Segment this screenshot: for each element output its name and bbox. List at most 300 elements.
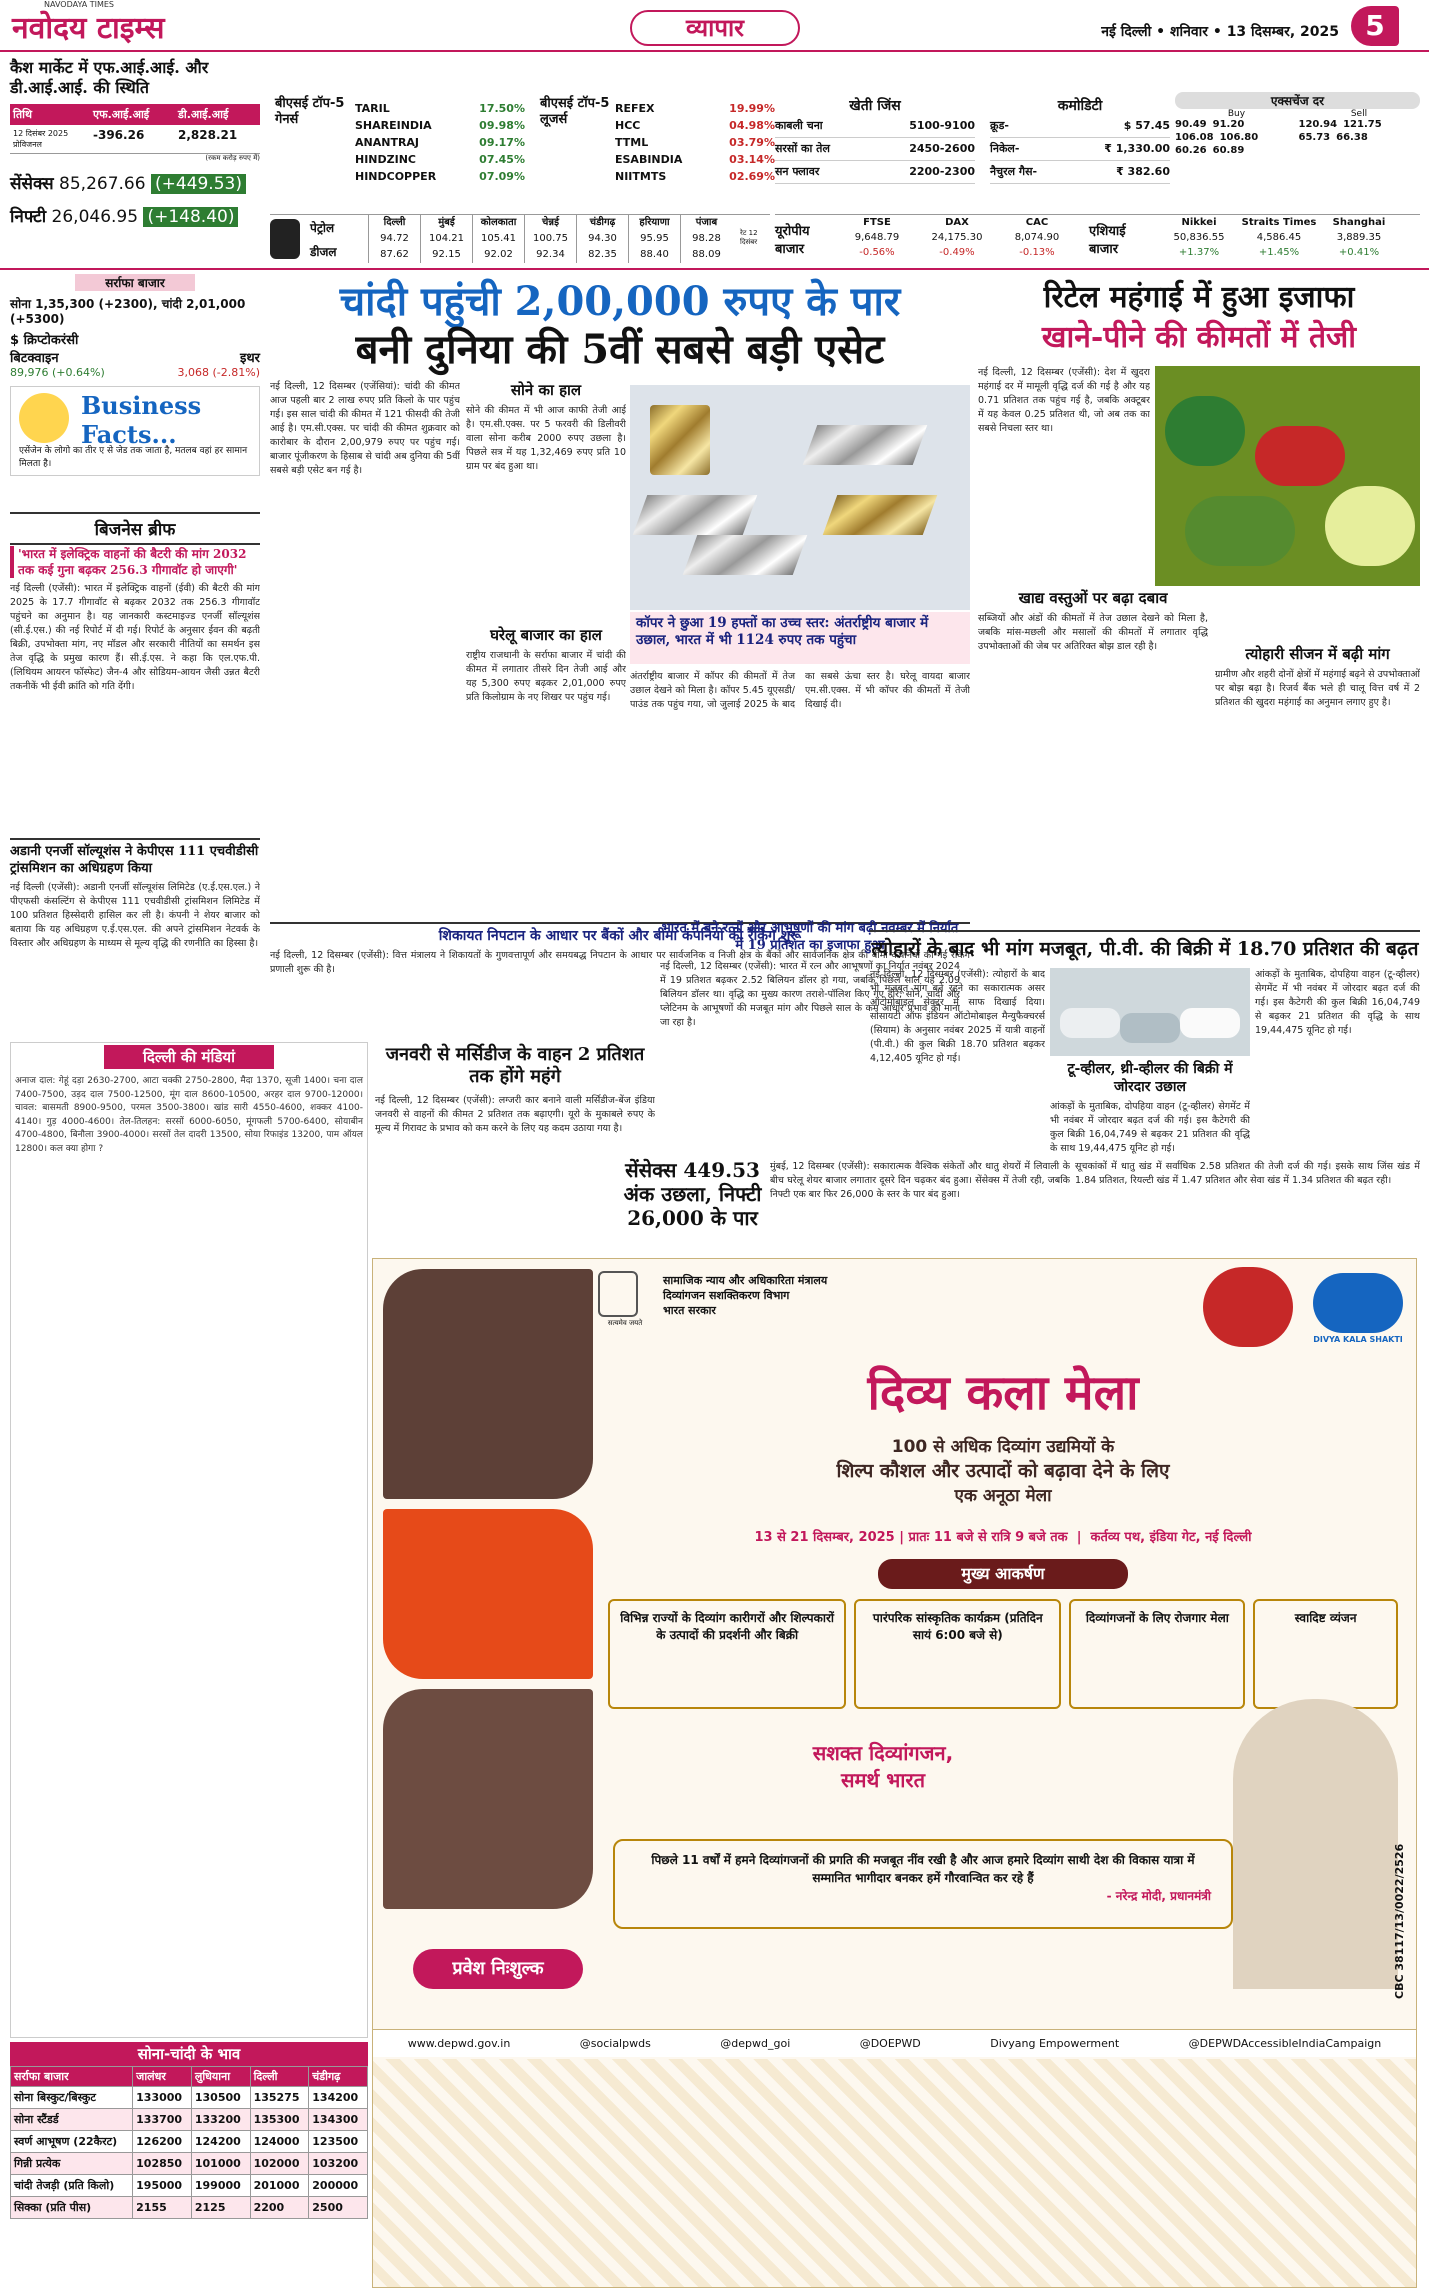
divider: [0, 268, 1429, 270]
fest-text: ग्रामीण और शहरी दोनों क्षेत्रों में महंगाई बढ़ने से उपभोक्ताओं पर बोझ बढ़ा है। रिजर्व बैंक भले ही चालू वित्त वर्ष में 2 प्रतिशत की खुदरा महंगाई का अनुमान लगाए हुए है।: [1215, 669, 1420, 708]
fii-date: [10, 125, 90, 153]
adani-headline: अडानी एनर्जी सॉल्यूशंस ने केपीएस 111 एचवीडीसी ट्रांसमिशन का अधिग्रहण किया: [10, 838, 260, 877]
two-text: आंकड़ों के मुताबिक, दोपहिया वाहन (टू-व्हीलर) सेगमेंट में भी नवंबर में जोरदार बढ़त दर्ज की गई। इस कैटेगरी की कुल बिक्री 16,04,749 से बढ़कर 21 प्रतिशत की वृद्धि के साथ 19,44,475 यूनिट हो गई।: [1050, 1101, 1250, 1154]
gainers-name: SHAREINDIA: [355, 119, 432, 132]
eth-value: 3,068 (-2.81%): [177, 366, 260, 379]
two-headline: टू-व्हीलर, थ्री-व्हीलर की बिक्री में जोरदार उछाल: [1067, 1061, 1233, 1095]
vegetables-image: [1155, 366, 1420, 586]
forex-row: [1175, 132, 1297, 143]
bullion-cell: 102000: [250, 2153, 309, 2175]
asia-value: 3,889.35: [1336, 232, 1382, 243]
fuel-petrol-price: 104.21: [429, 233, 464, 244]
ad-date-venue: 13 से 21 दिसम्बर, 2025 | प्रातः 11 बजे से रात्रि 9 बजे तक | कर्तव्य पथ, इंडिया गेट, नई दिल्ली: [754, 1530, 1252, 1545]
page-number: 5: [1351, 6, 1399, 46]
eu-value: 9,648.79: [854, 232, 900, 243]
sensex-text: मुंबई, 12 दिसम्बर (एजेंसी): सकारात्मक वैश्विक संकेतों और धातु शेयरों में लिवाली के बीच घरेलू शेयर बाजार लगातार दूसरे दिन चढ़कर बंद हुआ। सेंसेक्स में तेजी रही, जबकि निफ्टी एक बार फिर 26,000 के स्तर के पार बंद हुआ।: [770, 1161, 1070, 1200]
fuel-petrol-price: 94.72: [380, 233, 409, 244]
forex-sell-value: 106.80: [1219, 132, 1259, 143]
car: [1180, 1008, 1240, 1038]
sensex-change: (+449.53): [151, 174, 246, 194]
kheti-value: 2200-2300: [909, 165, 975, 178]
diesel-label: डीजल: [310, 245, 337, 259]
eu-value: 24,175.30: [931, 232, 983, 243]
market-text: सूचकांकों में धातु खंड में सर्वाधिक 2.58 प्रतिशत की तेजी दर्ज की गई। इसके साथ जिंस खंड में 1.84 प्रतिशत, रियल्टी खंड में 1.47 प्रतिशत और सेवा खंड में 1.34 प्रतिशत की बढ़त रही।: [1075, 1161, 1420, 1186]
sensex-value: 85,267.66: [59, 174, 146, 194]
auto-headline: त्योहारों के बाद भी मांग मजबूत, पी.वी. की बिक्री में 18.70 प्रतिशत की बढ़त: [871, 938, 1419, 960]
facts-box: [10, 386, 260, 476]
losers-row: [615, 117, 775, 134]
merc-story: [375, 1044, 655, 1269]
ad-ministry-2: दिव्यांगजन सशक्तिकरण विभाग: [663, 1289, 790, 1302]
dom-headline: घरेलू बाजार का हाल: [490, 626, 602, 644]
cbc-code: CBC 38117/13/0022/2526: [1393, 1843, 1406, 1999]
bullion-cell: 195000: [133, 2175, 192, 2197]
bullion-cell: 133700: [133, 2109, 192, 2131]
ad-ministry-3: भारत सरकार: [663, 1304, 716, 1317]
gainers-name: ANANTRAJ: [355, 136, 420, 149]
brand-text: DIVYA KALA SHAKTI: [1313, 1335, 1403, 1344]
world-markets: [775, 214, 1420, 266]
ad-slogan-2: समर्थ भारत: [840, 1768, 926, 1792]
kheti-row: [775, 115, 975, 138]
silver-bars-image: [630, 385, 970, 610]
gold-headline: सोने का हाल: [510, 381, 582, 399]
forex-sell-value: 91.20: [1212, 119, 1245, 130]
gainers-name: TARIL: [355, 102, 390, 115]
eu-item: [837, 215, 917, 266]
attraction-1: विभिन्न राज्यों के दिव्यांग कारीगरों और शिल्पकारों के उत्पादों की प्रदर्शनी और बिक्री: [608, 1599, 846, 1709]
facts-title: Business Facts...: [81, 391, 202, 449]
bullion-cell: 102850: [133, 2153, 192, 2175]
asia-change: +0.41%: [1338, 247, 1380, 258]
gold-bar: [650, 405, 710, 475]
fuel-petrol-price: 105.41: [481, 233, 516, 244]
ad-sub: [603, 1434, 1403, 1506]
brief-title: बिजनेस ब्रीफ: [10, 512, 260, 545]
auto-story-2: [1255, 968, 1420, 1156]
fuel-city-col: [628, 215, 680, 263]
masthead: [0, 0, 1429, 52]
silver-headline-1: चांदी पहुंची 2,00,000 रुपए के पार: [339, 278, 901, 325]
forex-buy-value: 120.94: [1298, 119, 1338, 130]
forex-title: एक्सचेंज दर: [1175, 92, 1420, 109]
silver-headline-2: बनी दुनिया की 5वीं सबसे बड़ी एसेट: [355, 326, 885, 373]
artisan-photo: [383, 1509, 593, 1679]
nifty-value: 26,046.95: [51, 207, 139, 227]
fuel-petrol-price: 94.30: [588, 233, 617, 244]
losers-name: TTML: [615, 136, 649, 149]
asia-item: [1239, 215, 1319, 266]
commodity-value: ₹ 382.60: [1116, 165, 1170, 178]
bullion-cell: 135275: [250, 2087, 309, 2109]
silver-bar: [803, 425, 928, 465]
merc-text: नई दिल्ली, 12 दिसम्बर (एजेंसी): लग्जरी कार बनाने वाली मर्सिडीज-बेंज इंडिया जनवरी से वाहनों की कीमत 2 प्रतिशत तक बढ़ाएगी। यूरो के मुकाबले रुपए के मूल्य में गिरावट के प्रभाव को कम करने के लिए यह कदम उठाया गया है।: [375, 1095, 655, 1134]
fuel-diesel-price: 92.15: [432, 249, 461, 260]
gold-bar: [823, 495, 938, 535]
gainers-row: [355, 117, 525, 134]
food-text: सब्जियों और अंडों की कीमतों में तेज उछाल देखने को मिला है, जबकि मांस-मछली और मसालों की कीमतों में लगातार वृद्धि उपभोक्ताओं की जेब पर अतिरिक्त बोझ डाल रही है।: [978, 613, 1208, 652]
brand-small: NAVODAYA TIMES: [44, 0, 115, 9]
mela-logo-icon: [1203, 1267, 1293, 1347]
bullion-cell: गिन्नी प्रत्येक: [11, 2153, 133, 2175]
asia-item: [1159, 215, 1239, 266]
asia-value: 50,836.55: [1173, 232, 1225, 243]
bullion-col-header: जालंधर: [133, 2067, 192, 2087]
footer-handle[interactable]: @DEPWDAccessibleIndiaCampaign: [1188, 2037, 1382, 2050]
brand-logo: नवोदय टाइम्स: [12, 11, 165, 46]
silver-bar: [683, 535, 808, 575]
sensex-story: [770, 1160, 1070, 1252]
fii-unit: (रकम करोड़ रुपए में): [205, 154, 260, 162]
bullion-cell: 200000: [309, 2175, 368, 2197]
ad-sub-2: शिल्प कौशल और उत्पादों को बढ़ावा देने के लिए: [836, 1460, 1170, 1482]
bullion-row: [11, 2197, 368, 2219]
fuel-diesel-price: 88.09: [692, 249, 721, 260]
bullion-cell: सोना बिस्कुट/बिस्कुट: [11, 2087, 133, 2109]
gainers-name: HINDZINC: [355, 153, 416, 166]
fii-note: प्रोविजनल: [13, 140, 42, 149]
eu-change: -0.13%: [1019, 247, 1055, 258]
eth-label: इथर: [239, 351, 260, 366]
attraction-3: दिव्यांगजनों के लिए रोजगार मेला: [1069, 1599, 1245, 1709]
losers-value: 04.98%: [729, 119, 775, 132]
btc-value: 89,976 (+0.64%): [10, 366, 105, 379]
gainers-row: [355, 100, 525, 117]
commodity-box: [990, 96, 1170, 184]
fuel-diesel-price: 82.35: [588, 249, 617, 260]
footer-handle[interactable]: @depwd_goi: [720, 2037, 791, 2050]
commodity-value: $ 57.45: [1123, 119, 1170, 132]
artisan-photo: [383, 1269, 593, 1499]
gem-text: नई दिल्ली, 12 दिसम्बर (एजेंसी): भारत में रत्न और आभूषणों का निर्यात नवंबर 2024 में 19 प्रतिशत बढ़कर 2.52 बिलियन डॉलर हो गया, जबकि पिछले साल यह 2.09 बिलियन डॉलर था। वृद्धि का मुख्य कारण तराशे-पॉलिश किए गए हीरे, सोने, चांदी और प्लेटिनम के आभूषणों की मजबूत मांग और पिछले साल के कम आधार प्रभाव को माना जा रहा है।: [660, 961, 960, 1028]
two-text-2: आंकड़ों के मुताबिक, दोपहिया वाहन (टू-व्हीलर) सेगमेंट में भी नवंबर में जोरदार बढ़त दर्ज की गई। इस कैटेगरी की कुल बिक्री 16,04,749 से बढ़कर 21 प्रतिशत की वृद्धि के साथ 19,44,475 यूनिट हो गई।: [1255, 969, 1420, 1036]
eu-item: [917, 215, 997, 266]
kheti-title: खेती जिंस: [849, 98, 901, 114]
bullion-cell: 124000: [250, 2131, 309, 2153]
bullion-cell: स्वर्ण आभूषण (22कैरट): [11, 2131, 133, 2153]
footer-website[interactable]: www.depwd.gov.in: [407, 2037, 511, 2050]
artisan-photo: [383, 1689, 593, 1909]
copper-text: [630, 670, 970, 920]
section-title: व्यापार: [630, 10, 800, 46]
claims-headline: शिकायत निपटान के आधार पर बैंकों और बीमा कंपनियों की रैंकिंग शुरू: [438, 928, 802, 944]
bullion-cell: 135300: [250, 2109, 309, 2131]
footer-handle[interactable]: Divyang Empowerment: [990, 2037, 1120, 2050]
losers-value: 03.79%: [729, 136, 775, 149]
claims-text: नई दिल्ली, 12 दिसम्बर (एजेंसी): वित्त मंत्रालय ने शिकायतों के गुणवत्तापूर्ण और समयबद्ध निपटान के आधार पर सार्वजनिक व निजी क्षेत्र के बैंकों और सार्वजनिक क्षेत्र की बीमा कंपनियों की नई रैंकिंग प्रणाली शुरू की है।: [270, 950, 970, 975]
bullion-table: [10, 2066, 368, 2219]
retail-headline-1: रिटेल महंगाई में हुआ इजाफा: [1043, 280, 1355, 315]
divya-kala-mela-ad: [372, 1258, 1417, 2288]
gainers-name: HINDCOPPER: [355, 170, 437, 183]
bullion-cell: 199000: [191, 2175, 250, 2197]
kheti-value: 5100-9100: [909, 119, 975, 132]
losers-row: [615, 151, 775, 168]
ad-slogan: [603, 1739, 1163, 1793]
fuel-petrol-price: 98.28: [692, 233, 721, 244]
fuel-city-col: [680, 215, 732, 263]
asia-item: [1319, 215, 1399, 266]
quote-by: - नरेन्द्र मोदी, प्रधानमंत्री: [1106, 1889, 1211, 1903]
btc-label: बिटक्वाइन: [10, 351, 59, 366]
commodity-value: ₹ 1,330.00: [1104, 142, 1170, 155]
kheti-box: [775, 96, 975, 184]
commodity-title: कमोडिटी: [1057, 98, 1103, 114]
adani-story: [10, 838, 260, 1031]
bullion-col-header: दिल्ली: [250, 2067, 309, 2087]
gainers-value: 07.09%: [479, 170, 525, 183]
losers-name: REFEX: [615, 102, 655, 115]
mandi-box: [10, 1042, 368, 2038]
market-story: [1075, 1160, 1420, 1252]
fii-dii-box: [10, 58, 260, 248]
footer-handle[interactable]: @socialpwds: [579, 2037, 651, 2050]
commodity-row: [990, 161, 1170, 184]
cars-image: [1050, 968, 1250, 1056]
eu-value: 8,074.90: [1014, 232, 1060, 243]
dom-text: राष्ट्रीय राजधानी के सर्राफा बाजार में चांदी की कीमत में लगातार तीसरे दिन तेजी आई और यह 5,300 रुपए बढ़कर 2,01,000 रुपए प्रति किलोग्राम के नए शिखर पर पहुंच गई।: [466, 650, 626, 703]
food-headline: खाद्य वस्तुओं पर बढ़ा दबाव: [1018, 589, 1168, 607]
forex-buy: Buy: [1227, 109, 1246, 119]
gold-text: सोने की कीमत में भी आज काफी तेजी आई है। एम.सी.एक्स. पर 5 फरवरी की डिलीवरी वाला सोना करीब 2000 रुपए उछला है। पिछले सत्र में यह 1,32,469 रुपए प्रति 10 ग्राम पर बंद हुआ था।: [466, 405, 626, 472]
losers-value: 02.69%: [729, 170, 775, 183]
bullion-cell: 2200: [250, 2197, 309, 2219]
auto-story: [870, 968, 1045, 1156]
bulb-icon: [19, 393, 69, 443]
losers-name: HCC: [615, 119, 641, 132]
fuel-petrol-price: 95.95: [640, 233, 669, 244]
bullion-col-header: चंडीगढ़: [309, 2067, 368, 2087]
fuel-diesel-price: 87.62: [380, 249, 409, 260]
ev-story: [10, 546, 260, 822]
ad-date: 13 से 21 दिसम्बर, 2025 | प्रातः 11 बजे से रात्रि 9 बजे तक: [754, 1530, 1068, 1545]
bullion-cell: 133000: [133, 2087, 192, 2109]
attraction-4: स्वादिष्ट व्यंजन: [1253, 1599, 1398, 1709]
bullion-cell: 2500: [309, 2197, 368, 2219]
forex-sell-value: 66.38: [1336, 132, 1368, 143]
eu-name: FTSE: [863, 217, 891, 228]
retail-text: नई दिल्ली, 12 दिसम्बर (एजेंसी): देश में खुदरा महंगाई दर में मामूली वृद्धि दर्ज की गई है और यह 0.71 प्रतिशत तक पहुंच गई है, जबकि अक्टूबर में यह केवल 0.25 प्रतिशत थी, जो अब तक का सबसे निचला स्तर था।: [978, 367, 1150, 434]
sensex-line: [10, 171, 260, 194]
bullion-cell: 2125: [191, 2197, 250, 2219]
bullion-cell: चांदी तेजड़ी (प्रति किलो): [11, 2175, 133, 2197]
losers-value: 03.14%: [729, 153, 775, 166]
fii-value: -396.26: [93, 128, 145, 142]
bullion-row: [11, 2109, 368, 2131]
attractions-row: [608, 1599, 1398, 1709]
fii-h-date: तिथि: [13, 108, 32, 121]
attraction-2: पारंपरिक सांस्कृतिक कार्यक्रम (प्रतिदिन सायं 6:00 बजे से): [854, 1599, 1061, 1709]
forex-row: [1175, 145, 1297, 156]
gainers-value: 17.50%: [479, 102, 525, 115]
forex-buy-value: 90.49: [1175, 119, 1207, 130]
eu-change: -0.49%: [939, 247, 975, 258]
asia-name: Straits Times: [1241, 217, 1317, 228]
fuel-city-col: [576, 215, 628, 263]
emblem-icon: [598, 1271, 638, 1317]
kheti-name: सन फ्लावर: [775, 165, 820, 178]
ad-slogan-1: सशक्त दिव्यांगजन,: [812, 1741, 954, 1765]
divya-kala-shakti-logo: [1313, 1273, 1403, 1333]
gainers-value: 07.45%: [479, 153, 525, 166]
commodity-name: नैचुरल गैस-: [990, 165, 1038, 178]
asia-name: Shanghai: [1332, 217, 1386, 228]
fuel-pump-icon: [270, 219, 300, 259]
gainers-label: बीएसई टॉप-5 गेनर्स: [275, 96, 345, 127]
bullion-header-row: [11, 2067, 368, 2087]
gainers-list: [355, 100, 525, 185]
dii-value: 2,828.21: [178, 128, 238, 142]
nifty-label: निफ्टी: [10, 207, 47, 227]
sarafa-title: सर्राफा बाजार: [75, 274, 195, 291]
losers-name: NIITMTS: [615, 170, 667, 183]
kheti-row: [775, 161, 975, 184]
ad-sub-1: 100 से अधिक दिव्यांग उद्यमियों के: [891, 1437, 1115, 1457]
forex-row: [1299, 132, 1421, 143]
entry-free: प्रवेश निःशुल्क: [413, 1949, 583, 1989]
bullion-cell: 134300: [309, 2109, 368, 2131]
losers-name: ESABINDIA: [615, 153, 683, 166]
gainers-row: [355, 151, 525, 168]
bullion-cell: 123500: [309, 2131, 368, 2153]
asia-change: +1.37%: [1178, 247, 1220, 258]
fuel-diesel-price: 92.02: [484, 249, 513, 260]
bullion-cell: 103200: [309, 2153, 368, 2175]
eu-name: DAX: [945, 217, 969, 228]
forex-buy-value: 106.08: [1175, 132, 1214, 143]
mandi-title: दिल्ली की मंडियां: [104, 1045, 274, 1069]
bullion-row: [11, 2131, 368, 2153]
gainers-value: 09.17%: [479, 136, 525, 149]
fuel-petrol-price: 100.75: [533, 233, 568, 244]
bullion-col-header: सर्राफा बाजार: [11, 2067, 133, 2087]
bullion-cell: 124200: [191, 2131, 250, 2153]
silver-story: [270, 380, 460, 920]
sarafa-box: [10, 274, 260, 379]
vegetable: [1185, 496, 1295, 566]
vegetable: [1165, 396, 1245, 466]
commodity-name: निकेल-: [990, 142, 1020, 155]
forex-sell-value: 60.89: [1212, 145, 1245, 156]
bullion-cell: 133200: [191, 2109, 250, 2131]
emblem-text: सत्यमेव जयते: [607, 1319, 643, 1327]
fuel-city-col: [420, 215, 472, 263]
bullion-col-header: लुधियाना: [191, 2067, 250, 2087]
forex-box: [1175, 92, 1420, 156]
sensex-story-headline: [620, 1158, 765, 1230]
retail-story: [978, 366, 1150, 586]
gainers-value: 09.98%: [479, 119, 525, 132]
ad-venue: कर्तव्य पथ, इंडिया गेट, नई दिल्ली: [1090, 1530, 1252, 1545]
asia-name: Nikkei: [1181, 217, 1217, 228]
pm-quote: [613, 1839, 1233, 1929]
losers-row: [615, 134, 775, 151]
footer-handle[interactable]: @DOEPWD: [859, 2037, 921, 2050]
pm-photo: [1233, 1699, 1398, 1989]
bullion-cell: 130500: [191, 2087, 250, 2109]
bullion-cell: 126200: [133, 2131, 192, 2153]
asia-label: एशियाई बाजार: [1089, 224, 1126, 257]
losers-row: [615, 100, 775, 117]
ad-pattern: [373, 2059, 1416, 2287]
fest-headline: त्योहारी सीजन में बढ़ी मांग: [1245, 645, 1390, 663]
bullion-row: [11, 2087, 368, 2109]
fuel-city-col: [524, 215, 576, 263]
silver-bar: [633, 495, 758, 535]
forex-sell: Sell: [1350, 109, 1368, 119]
fuel-city: कोलकाता: [480, 217, 517, 228]
copper-body: अंतर्राष्ट्रीय बाजार में कॉपर की कीमतों में तेज उछाल देखने को मिला है। कॉपर 5.45 यूएसडी/पाउंड तक पहुंच गया, जो जुलाई 2025 के बाद का सबसे ऊंचा स्तर है। घरेलू वायदा बाजार एम.सी.एक्स. में भी कॉपर की कीमतों में तेजी दिखाई दी।: [630, 671, 970, 710]
fuel-box: [270, 214, 770, 266]
bullion-cell: सिक्का (प्रति पीस): [11, 2197, 133, 2219]
fuel-city: चेन्नई: [542, 217, 559, 228]
fuel-city-col: [368, 215, 420, 263]
mandi-text: [11, 1071, 367, 2031]
car: [1060, 1008, 1120, 1038]
bullion-cell: 101000: [191, 2153, 250, 2175]
kheti-name: सरसों का तेल: [775, 142, 830, 155]
forex-row: [1299, 119, 1421, 130]
nifty-line: [10, 204, 260, 227]
retail-headline-2: खाने-पीने की कीमतों में तेजी: [1041, 320, 1357, 355]
bullion-title: सोना-चांदी के भाव: [10, 2042, 368, 2066]
attractions-title: मुख्य आकर्षण: [878, 1559, 1128, 1589]
auto-headline-box: [870, 930, 1420, 962]
eu-item: [997, 215, 1077, 266]
commodity-row: [990, 138, 1170, 161]
forex-buy-value: 60.26: [1175, 145, 1207, 156]
vegetable: [1325, 486, 1415, 566]
copper-headline-box: [630, 612, 970, 664]
car: [1120, 1013, 1180, 1043]
copper-headline: कॉपर ने छुआ 19 हफ्तों का उच्च स्तर: अंतर्राष्ट्रीय बाजार में उछाल, भारत में भी 1124 रुपए तक पहुंचा: [636, 615, 929, 648]
silver-text: नई दिल्ली, 12 दिसम्बर (एजेंसियां): चांदी की कीमत आज पहली बार 2 लाख रुपए प्रति किलो के पार पहुंच गई। इस साल चांदी की कीमत में 121 फीसदी की तेजी आई है। एम.सी.एक्स. पर चांदी की कीमत शुक्रवार को कारोबार के दौरान 2,00,979 रुपए पर पहुंच गई। बाजार पूंजीकरण के हिसाब से चांदी अब दुनिया की 5वीं सबसे बड़ी एसेट बन गई है।: [270, 381, 460, 476]
gainers-row: [355, 134, 525, 151]
mandi-paragraph: अनाज दाल: गेहूं दड़ा 2630-2700, आटा चक्की 2750-2800, मैदा 1370, सूजी 1400। चना दाल 7400-7500, उड़द दाल 7500-12500, मूंग दाल 8600-10500, अरहर दाल 9700-12000। चावल: बासमती 8900-9500, परमल 3500-3800। खांड सारी 4550-4600, शक्कर 4100-4140। गुड़ 4000-4600। तेल-तिलहन: सरसों 6000-6050, मूंगफली 5700-6400, सोयाबीन 4700-4800, बिनौला 3900-4000। सरसों तेल दादरी 13500, सोया रिफाइंड 13200, पाम ऑयल 12800। कल क्या होगा ?: [15, 1076, 363, 1154]
fuel-city: पंजाब: [695, 217, 718, 228]
sarafa-line: सोना 1,35,300 (+2300), चांदी 2,01,000 (+5300): [10, 297, 246, 326]
fuel-city: मुंबई: [438, 217, 455, 228]
ad-ministry: [663, 1273, 943, 1318]
crypto-title: $ क्रिप्टोकरंसी: [10, 333, 79, 348]
fii-date-text: 12 दिसंबर 2025: [13, 129, 69, 138]
eu-change: -0.56%: [859, 247, 895, 258]
forex-sell-value: 121.75: [1343, 119, 1382, 130]
quote-text: पिछले 11 वर्षों में हमने दिव्यांगजनों की प्रगति की मजबूत नींव रखी है और आज हमारे दिव्यांग साथी देश की विकास यात्रा में सम्मानित भागीदार बनकर हमें गौरवान्वित कर रहे हैं: [651, 1853, 1195, 1885]
kheti-row: [775, 138, 975, 161]
dateline: नई दिल्ली • शनिवार • 13 दिसम्बर, 2025: [1101, 24, 1339, 40]
asia-change: +1.45%: [1258, 247, 1300, 258]
kheti-name: काबली चना: [775, 119, 823, 132]
gem-headline: भारत में बने रत्नों और आभूषणों की मांग बढ़ी नवम्बर में निर्यात में 19 प्रतिशत का इजाफा हुआ: [661, 921, 959, 953]
bullion-row: [11, 2153, 368, 2175]
silver-headline-box: [270, 278, 970, 374]
losers-row: [615, 168, 775, 185]
petrol-label: पेट्रोल: [310, 221, 335, 235]
eu-name: CAC: [1025, 217, 1049, 228]
bullion-cell: 2155: [133, 2197, 192, 2219]
fuel-city: चंडीगढ़: [589, 217, 616, 228]
ad-sub-3: एक अनूठा मेला: [954, 1486, 1052, 1506]
bullion-cell: 201000: [250, 2175, 309, 2197]
gold-story: [466, 380, 626, 929]
fii-title: कैश मार्केट में एफ.आई.आई. और डी.आई.आई. की स्थिति: [10, 58, 209, 97]
ev-headline: 'भारत में इलेक्ट्रिक वाहनों की बैटरी की मांग 2032 तक कई गुना बढ़कर 256.3 गीगावॉट हो जाएगी': [10, 546, 260, 578]
fest-story: [1215, 588, 1420, 918]
sensex-label: सेंसेक्स: [10, 174, 54, 194]
vegetable: [1255, 426, 1345, 486]
bullion-row: [11, 2175, 368, 2197]
